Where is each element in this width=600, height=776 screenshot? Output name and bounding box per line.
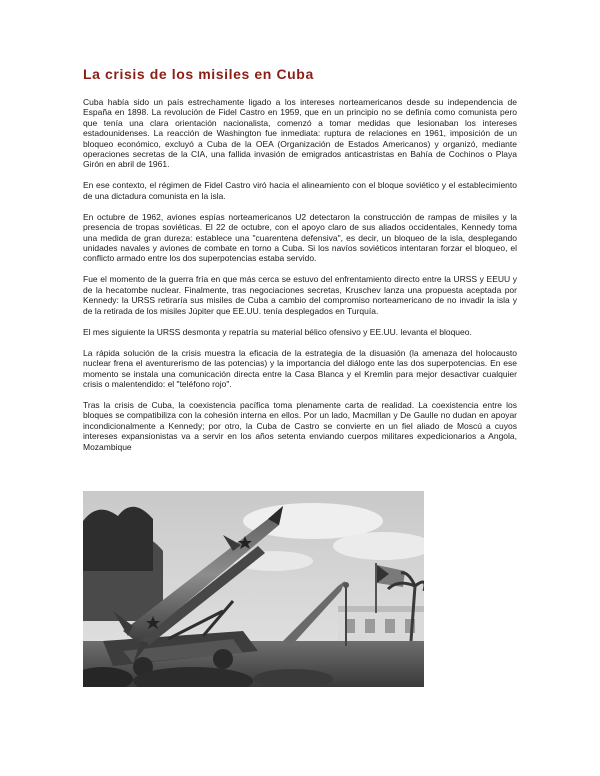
article-body xyxy=(83,97,517,463)
paragraph-5: El mes siguiente la URSS desmonta y repatría su material bélico ofensivo y EE.UU. levanta el bloqueo. xyxy=(83,326,472,337)
missile-photo xyxy=(83,491,424,687)
paragraph-6: La rápida solución de la crisis muestra la eficacia de la estrategia de la disuasión (la amenaza del holocausto nuclear frena el aventurerismo de las potencias) y la importancia del diálogo ente las dos superpotencias. En ese momento se instala una comunicación directa entre la Casa Blanca y el Kremlin para mejor desactivar cualquier crisis o malentendido: el "teléfono rojo". xyxy=(83,347,517,389)
paragraph-7: Tras la crisis de Cuba, la coexistencia pacífica toma plenamente carta de realidad. La coexistencia entre los bloques se compatibiliza con la cohesión interna en ellos. Por un lado, Macmillan y De Gaulle no dudan en apoyar incondicionalmente a Kennedy; por otro, la Cuba de Castro se convierte en un fiel aliado de Moscú a cuyos intereses expansionistas va a servir en los años setenta enviando cuerpos militares expedicionarios a Angola, Mozambique xyxy=(83,399,517,452)
paragraph-1: Cuba había sido un país estrechamente ligado a los intereses norteamericanos desde su independencia de España en 1898. La revolución de Fidel Castro en 1959, que en un principio no se definía como comunista pero que tenía una clara orientación nacionalista, comenzó a tomar medidas que lesionaban los intereses estadounidenses. La reacción de Washington fue inmediata: ruptura de relaciones en 1961, imposición de un bloqueo económico, excluyó a Cuba de la OEA (Organización de Estados Americanos) y organizó, mediante operaciones secretas de la CIA, una fallida invasión de emigrados anticastristas en Bahía de Cochinos o Playa Girón en abril de 1961. xyxy=(83,97,517,170)
paragraph-3: En octubre de 1962, aviones espías norteamericanos U2 detectaron la construcción de rampas de misiles y la presencia de tropas soviéticas. El 22 de octubre, con el apoyo claro de sus aliados occidentales, Kennedy toma una medida de gran dureza: establece una "cuarentena defensiva", es decir, un bloqueo de la isla, desplegando unidades navales y aviones de combate en torno a Cuba. Si los navíos soviéticos intentaran forzar el bloqueo, el conflicto armado entre los dos superpotencias estaba servido. xyxy=(83,211,517,264)
page-title: La crisis de los misiles en Cuba xyxy=(83,66,314,82)
paragraph-2: En ese contexto, el régimen de Fidel Castro viró hacia el alineamiento con el bloque soviético y el establecimiento de una dictadura comunista en la isla. xyxy=(83,180,517,201)
paragraph-4: Fue el momento de la guerra fría en que más cerca se estuvo del enfrentamiento directo entre la URSS y EEUU y de la hecatombe nuclear. Finalmente, tras negociaciones secretas, Kruschev lanza una propuesta aceptada por Kennedy: la URSS retiraría sus misiles de Cuba a cambio del compromiso norteamericano de no invadir la isla y de la retirada de los misiles Júpiter que EE.UU. tenía desplegados en Turquía. xyxy=(83,274,517,316)
